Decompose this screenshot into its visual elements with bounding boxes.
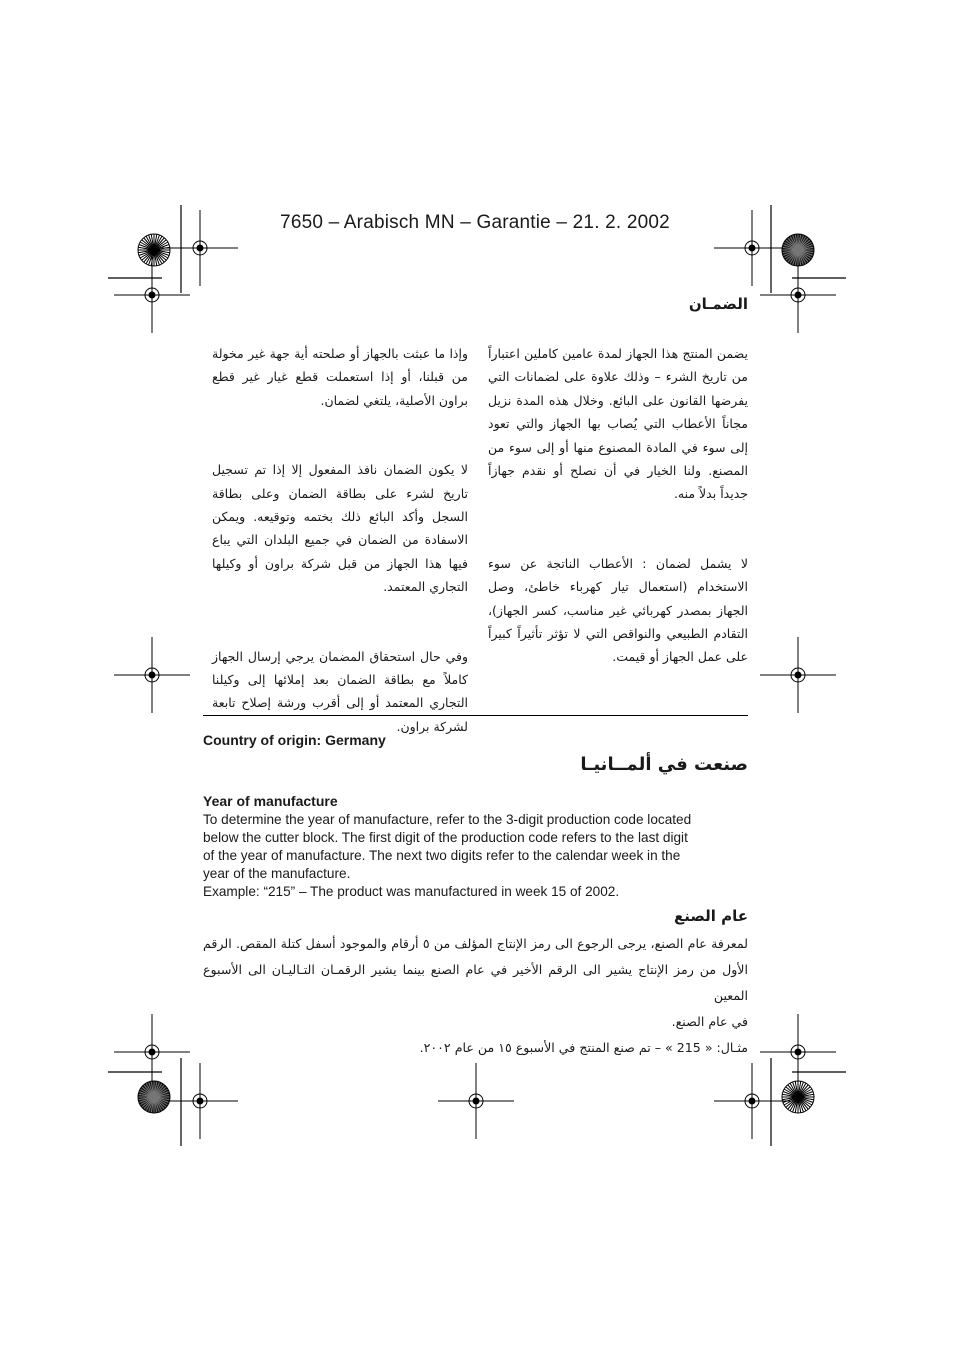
crosshair-mark (114, 1014, 190, 1090)
warranty-left-column (212, 342, 468, 784)
year-of-manufacture-text (203, 811, 751, 901)
warranty-paragraph: لا يشمل لضمان : الأعطاب الناتجة عن سوء الاستخدام (استعمال تيار كهرباء خاطئ، وصل الجهاز بمصدر كهربائي غير مناسب، كسر الجهاز)، التقادم الطبيعي والنواقص التي لا تؤثر تأثيراً كبيراً على عمل الجهاز أو قيمت. (488, 555, 748, 665)
starburst-mark (138, 234, 170, 266)
text-line: of the year of manufacture. The next two digits refer to the calendar week in the (203, 848, 681, 863)
text-line: year of the manufacture. (203, 866, 351, 881)
text-line: الأول من رمز الإنتاج يشير الى الرقم الأخير في عام الصنع بينما يشير الرقمـان التـاليـان الى الأسبوع المعين (203, 962, 748, 1003)
year-of-manufacture-text-ar (203, 931, 748, 1061)
text-line: في عام الصنع. (671, 1014, 748, 1029)
text-line: مثـال: « 215 » – تم صنع المنتج في الأسبوع ١٥ من عام ٢٠٠٢. (419, 1040, 748, 1055)
country-of-origin-ar: صنعت في ألمــانيـا (580, 754, 748, 775)
year-of-manufacture-heading-ar: عام الصنع (673, 907, 748, 925)
warranty-paragraph: وإذا ما عبثت بالجهاز أو صلحته أية جهة غير مخولة من قبلنا، أو إذا استعملت قطع غيار غير قطع براون الأصلية، يلتغي لضمان. (212, 346, 468, 408)
text-line: To determine the year of manufacture, refer to the 3-digit production code located (203, 812, 692, 827)
starburst-mark (782, 1081, 814, 1113)
text-line: Example: “215” – The product was manufactured in week 15 of 2002. (203, 884, 620, 899)
crosshair-mark (714, 210, 790, 286)
warranty-paragraph: وفي حال استحقاق المضمان يرجي إرسال الجهاز كاملاً مع بطاقة الضمان بعد إملائها إلى وكيلنا التجاري المعتمد أو إلى أقرب ورشة إصلاح تابعة لشركة براون. (212, 648, 468, 734)
warranty-paragraph: يضمن المنتج هذا الجهاز لمدة عامين كاملين اعتباراً من تاريخ الشرء – وذلك علاوة على لضمانات التي يفرضها القانون على البائع. وخلال هذه المدة نزيل مجاناً الأعطاب التي يُصاب بها الجهاز والتي تعود إلى سوء في المادة المصنوع منها أو إلى سوء من المصنع. ولنا الخيار في أن نصلح أو نقدم جهازاً جديداً بدلاً منه. (488, 346, 748, 502)
page-header: 7650 – Arabisch MN – Garantie – 21. 2. 2002 (280, 212, 670, 233)
section-divider (203, 715, 748, 716)
crosshair-mark (162, 210, 238, 286)
crosshair-mark (438, 1063, 514, 1139)
starburst-mark (138, 1081, 170, 1113)
crosshair-mark (114, 637, 190, 713)
crosshair-mark (760, 637, 836, 713)
crosshair-mark (114, 257, 190, 333)
crosshair-mark (714, 1063, 790, 1139)
warranty-right-column (488, 342, 748, 715)
text-line: لمعرفة عام الصنع، يرجى الرجوع الى رمز الإنتاج المؤلف من ٥ أرقام والموجود أسفل كتلة المقص. الرقم (203, 936, 748, 951)
warranty-paragraph: لا يكون الضمان نافذ المفعول إلا إذا تم تسجيل تاريخ لشرء على بطاقة الضمان وعلى بطاقة السجل وأكد البائع ذلك بختمه وتوقيعه. ويمكن الاسفادة من الضمان في جميع البلدان التي يباع فيها هذا الجهاز من قبل شركة براون أو وكيلها التجاري المعتمد. (212, 462, 468, 595)
crosshair-mark (162, 1063, 238, 1139)
text-line: below the cutter block. The first digit of the production code refers to the last digit (203, 830, 688, 845)
starburst-mark (782, 234, 814, 266)
year-of-manufacture-heading: Year of manufacture (203, 793, 338, 809)
country-of-origin-en: Country of origin: Germany (203, 732, 386, 748)
warranty-title-ar: الضمـان (688, 295, 748, 313)
